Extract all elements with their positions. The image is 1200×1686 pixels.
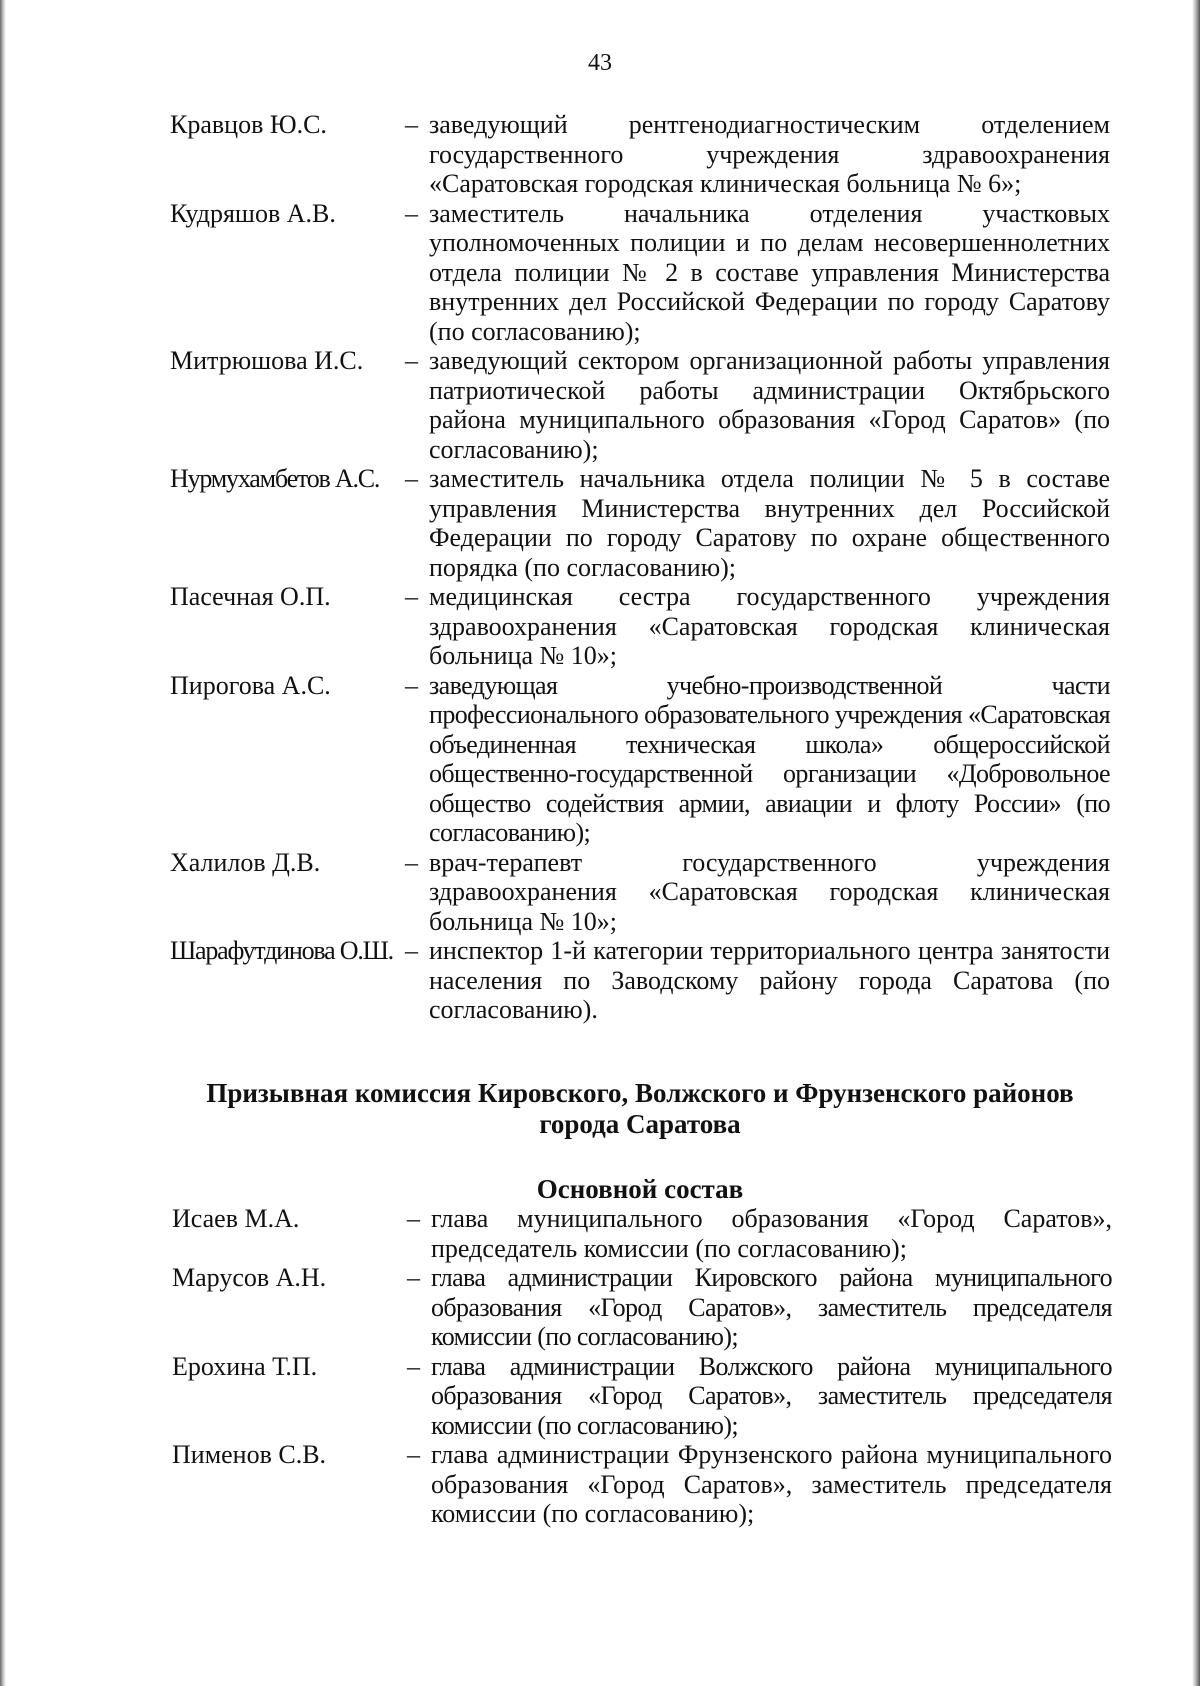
member-name: Нурмухамбетов А.С.	[170, 464, 380, 493]
member-name: Исаев М.А.	[172, 1204, 300, 1233]
dash-separator: –	[405, 198, 418, 228]
member-position: инспектор 1-й категории территориального центра занятости населения по Заводскому району города Саратова (по согласованию).	[429, 936, 1110, 1024]
list-item	[172, 1352, 1112, 1441]
member-position: глава администрации Фрунзенского района муниципального образования «Город Саратов», заместитель председателя комиссии (по согласованию);	[431, 1440, 1112, 1528]
member-position: заместитель начальника отдела полиции № 5 в составе управления Министерства внутренних дел Российской Федерации по городу Саратову по охране общественного порядка (по согласованию);	[429, 464, 1110, 582]
list-item	[170, 848, 1110, 937]
member-position: заместитель начальника отделения участковых уполномоченных полиции и по делам несовершеннолетних отдела полиции № 2 в составе управления Министерства внутренних дел Российской Федерации по городу Саратову (по согласованию);	[429, 198, 1110, 346]
list-item	[172, 1440, 1112, 1529]
member-position: медицинская сестра государственного учреждения здравоохранения «Саратовская городская клиническая больница № 10»;	[429, 582, 1110, 670]
member-name: Кравцов Ю.С.	[170, 110, 327, 139]
member-name: Ерохина Т.П.	[172, 1351, 318, 1381]
dash-separator: –	[405, 847, 418, 877]
dash-separator: –	[405, 936, 418, 965]
dash-separator: –	[405, 346, 418, 375]
list-item	[170, 671, 1110, 848]
scan-edge-left	[0, 0, 6, 1686]
member-position: глава администрации Волжского района муниципального образования «Город Саратов», заместитель председателя комиссии (по согласованию);	[431, 1351, 1112, 1440]
section-heading: Призывная комиссия Кировского, Волжского и Фрунзенского районов города Саратова	[206, 1078, 1074, 1139]
member-name: Пирогова А.С.	[170, 670, 331, 700]
dash-separator: –	[405, 670, 418, 700]
member-name: Пасечная О.П.	[170, 582, 331, 611]
member-name: Митрюшова И.С.	[170, 346, 364, 375]
member-position: врач-терапевт государственного учреждения здравоохранения «Саратовская городская клиническая больница № 10»;	[429, 847, 1110, 936]
member-position: глава администрации Кировского района муниципального образования «Город Саратов», заместитель председателя комиссии (по согласованию);	[431, 1263, 1112, 1351]
member-name: Пименов С.В.	[172, 1440, 327, 1469]
dash-separator: –	[405, 110, 418, 139]
dash-separator: –	[405, 464, 418, 493]
list-item	[170, 464, 1110, 582]
member-position: глава муниципального образования «Город Саратов», председатель комиссии (по согласованию);	[431, 1204, 1112, 1263]
scan-edge-right	[1192, 0, 1200, 1686]
member-name: Халилов Д.В.	[170, 847, 321, 877]
dash-separator: –	[407, 1440, 420, 1469]
list-item	[172, 1263, 1112, 1352]
member-list-continued	[170, 110, 1110, 1025]
member-name: Шарафутдинова О.Ш.	[170, 936, 393, 965]
page-number: 43	[588, 50, 612, 76]
list-item	[172, 1204, 1112, 1263]
member-position: заведующий рентгенодиагностическим отделением государственного учреждения здравоохранения «Саратовская городская клиническая больница № 6»;	[429, 110, 1110, 198]
list-item	[170, 110, 1110, 199]
member-position: заведующий сектором организационной работы управления патриотической работы администрации Октябрьского района муниципального образования «Город Саратов» (по согласованию);	[429, 346, 1110, 464]
dash-separator: –	[407, 1351, 420, 1381]
dash-separator: –	[405, 582, 418, 611]
main-composition-list	[172, 1204, 1112, 1529]
member-position: заведующая учебно-производственной части профессионального образовательного учреждения «Саратовская объединенная техническая школа» общероссийской общественно-государственной организации «Добровольное общество содействия армии, авиации и флоту России» (по согласованию);	[429, 670, 1110, 847]
list-item	[170, 582, 1110, 671]
dash-separator: –	[407, 1204, 420, 1233]
list-item	[170, 346, 1110, 464]
list-item	[170, 199, 1110, 347]
subsection-heading: Основной состав	[536, 1174, 744, 1204]
dash-separator: –	[407, 1263, 420, 1292]
member-name: Марусов А.Н.	[172, 1263, 327, 1292]
member-name: Кудряшов А.В.	[170, 198, 336, 228]
list-item	[170, 936, 1110, 1025]
